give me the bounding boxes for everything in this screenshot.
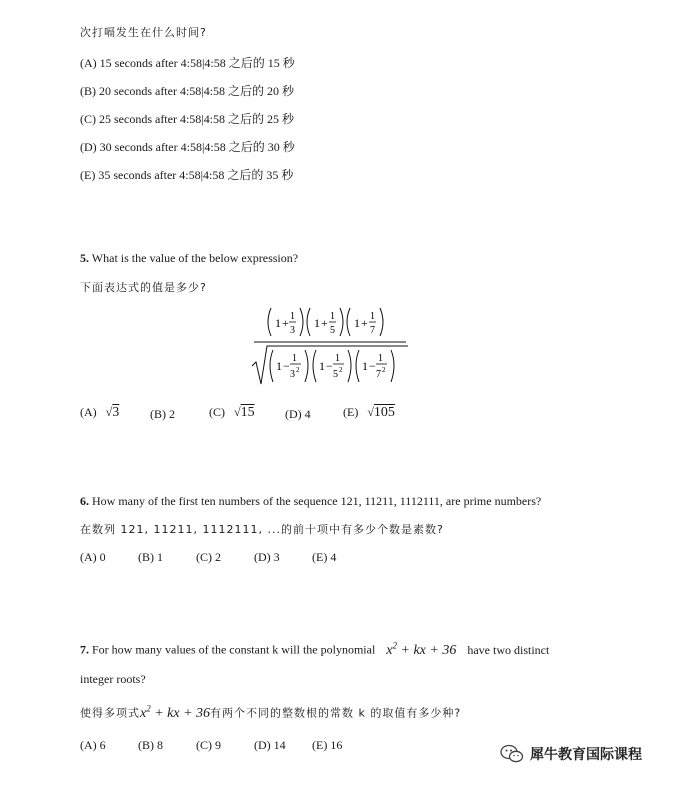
option-value: 105	[373, 405, 395, 420]
q4-option-e: (E) 35 seconds after 4:58|4:58 之后的 35 秒	[80, 168, 294, 182]
wechat-icon	[500, 744, 524, 764]
frac-den: 3	[290, 325, 295, 336]
minus: −	[283, 359, 290, 373]
denominator	[270, 350, 394, 382]
q5-number: 5.	[80, 251, 89, 265]
poly-exp: 2	[392, 640, 398, 650]
q7-cn-line	[80, 703, 461, 722]
q5-option-a	[80, 405, 119, 421]
plus: +	[282, 316, 289, 330]
paren-open	[268, 308, 271, 336]
sqrt-symbol: √	[367, 405, 374, 419]
poly-x: x	[140, 705, 147, 721]
q7-option-a: (A) 6	[80, 738, 106, 752]
frac-num: 1	[335, 353, 340, 364]
q6-option-c: (C) 2	[196, 550, 221, 564]
q6-en: How many of the first ten numbers of the sequence 121, 11211, 1112111, are prime numbers?	[92, 494, 542, 508]
sqrt-symbol: √	[234, 405, 241, 419]
paren-open	[347, 308, 350, 336]
q7-cn-after: 有两个不同的整数根的常数 k 的取值有多少种?	[210, 706, 462, 720]
q6-question	[80, 494, 541, 509]
one: 1	[362, 359, 368, 373]
frac-den: 7	[376, 369, 381, 380]
exponent: 2	[339, 366, 343, 374]
q6-option-d: (D) 3	[254, 550, 280, 564]
paren-open	[356, 350, 359, 382]
poly-x: x	[386, 642, 393, 658]
exponent: 2	[382, 366, 386, 374]
q4-option-d: (D) 30 seconds after 4:58|4:58 之后的 30 秒	[80, 140, 295, 154]
paren-open	[313, 350, 316, 382]
q7-polynomial	[386, 640, 457, 658]
watermark-text: 犀牛教育国际课程	[530, 747, 642, 763]
q7-question	[80, 640, 549, 659]
q7-en-after: have two distinct	[467, 642, 550, 657]
frac-num: 1	[378, 353, 383, 364]
q7-option-c: (C) 9	[196, 738, 221, 752]
frac-den: 7	[370, 325, 375, 336]
q7-en-line2: integer roots?	[80, 672, 146, 686]
minus: −	[326, 359, 333, 373]
option-value: 4	[304, 407, 311, 421]
paren-close	[348, 350, 351, 382]
paren-close	[305, 350, 308, 382]
q4-option-c: (C) 25 seconds after 4:58|4:58 之后的 25 秒	[80, 112, 295, 126]
option-value: 2	[169, 407, 175, 421]
paren-close	[300, 308, 303, 336]
q7-number: 7.	[80, 642, 89, 657]
q5-option-b	[150, 407, 175, 422]
frac-num: 1	[370, 311, 375, 322]
q7-option-e: (E) 16	[312, 738, 343, 752]
one: 1	[354, 316, 360, 330]
q7-cn-polynomial	[140, 703, 211, 721]
watermark	[500, 744, 642, 764]
q7-cn-before: 使得多项式	[80, 706, 140, 720]
q5-option-e	[343, 405, 395, 421]
option-value: 3	[112, 405, 120, 420]
one: 1	[314, 316, 320, 330]
plus: +	[321, 316, 328, 330]
plus: +	[361, 316, 368, 330]
q4-cn-tail: 次打嗝发生在什么时间?	[80, 26, 207, 39]
paren-close	[340, 308, 343, 336]
paren-close	[391, 350, 394, 382]
frac-num: 1	[290, 311, 295, 322]
frac-den: 5	[333, 369, 338, 380]
frac-num: 1	[292, 353, 297, 364]
q4-option-a: (A) 15 seconds after 4:58|4:58 之后的 15 秒	[80, 56, 295, 70]
q6-number: 6.	[80, 494, 89, 508]
option-label: (A)	[80, 405, 97, 419]
q7-option-b: (B) 8	[138, 738, 163, 752]
q6-option-e: (E) 4	[312, 550, 337, 564]
q5-formula	[250, 302, 420, 388]
q5-cn: 下面表达式的值是多少?	[80, 281, 207, 294]
one: 1	[319, 359, 325, 373]
poly-rest: + kx + 36	[400, 642, 457, 658]
exponent: 2	[296, 366, 300, 374]
q4-option-b: (B) 20 seconds after 4:58|4:58 之后的 20 秒	[80, 84, 295, 98]
option-label: (C)	[209, 405, 225, 419]
minus: −	[369, 359, 376, 373]
q6-option-a: (A) 0	[80, 550, 106, 564]
poly-rest: + kx + 36	[154, 705, 211, 721]
q5-option-d	[285, 407, 311, 422]
q5-question	[80, 251, 298, 266]
frac-den: 3	[290, 369, 295, 380]
option-label: (B)	[150, 407, 166, 421]
numerator	[268, 308, 383, 336]
q5-option-c	[209, 405, 255, 421]
option-label: (D)	[285, 407, 302, 421]
q7-option-d: (D) 14	[254, 738, 286, 752]
paren-open	[270, 350, 273, 382]
one: 1	[275, 316, 281, 330]
frac-den: 5	[330, 325, 335, 336]
paren-open	[307, 308, 310, 336]
q7-en-before: For how many values of the constant k will the polynomial	[92, 642, 376, 657]
sqrt-symbol: √	[105, 405, 113, 419]
poly-exp: 2	[146, 703, 151, 713]
option-label: (E)	[343, 405, 359, 419]
paren-close	[380, 308, 383, 336]
frac-num: 1	[330, 311, 335, 322]
one: 1	[276, 359, 282, 373]
q6-option-b: (B) 1	[138, 550, 163, 564]
q5-en: What is the value of the below expression?	[91, 251, 299, 265]
option-value: 15	[240, 405, 255, 420]
q6-cn: 在数列 121, 11211, 1112111, ...的前十项中有多少个数是素数?	[80, 523, 444, 536]
